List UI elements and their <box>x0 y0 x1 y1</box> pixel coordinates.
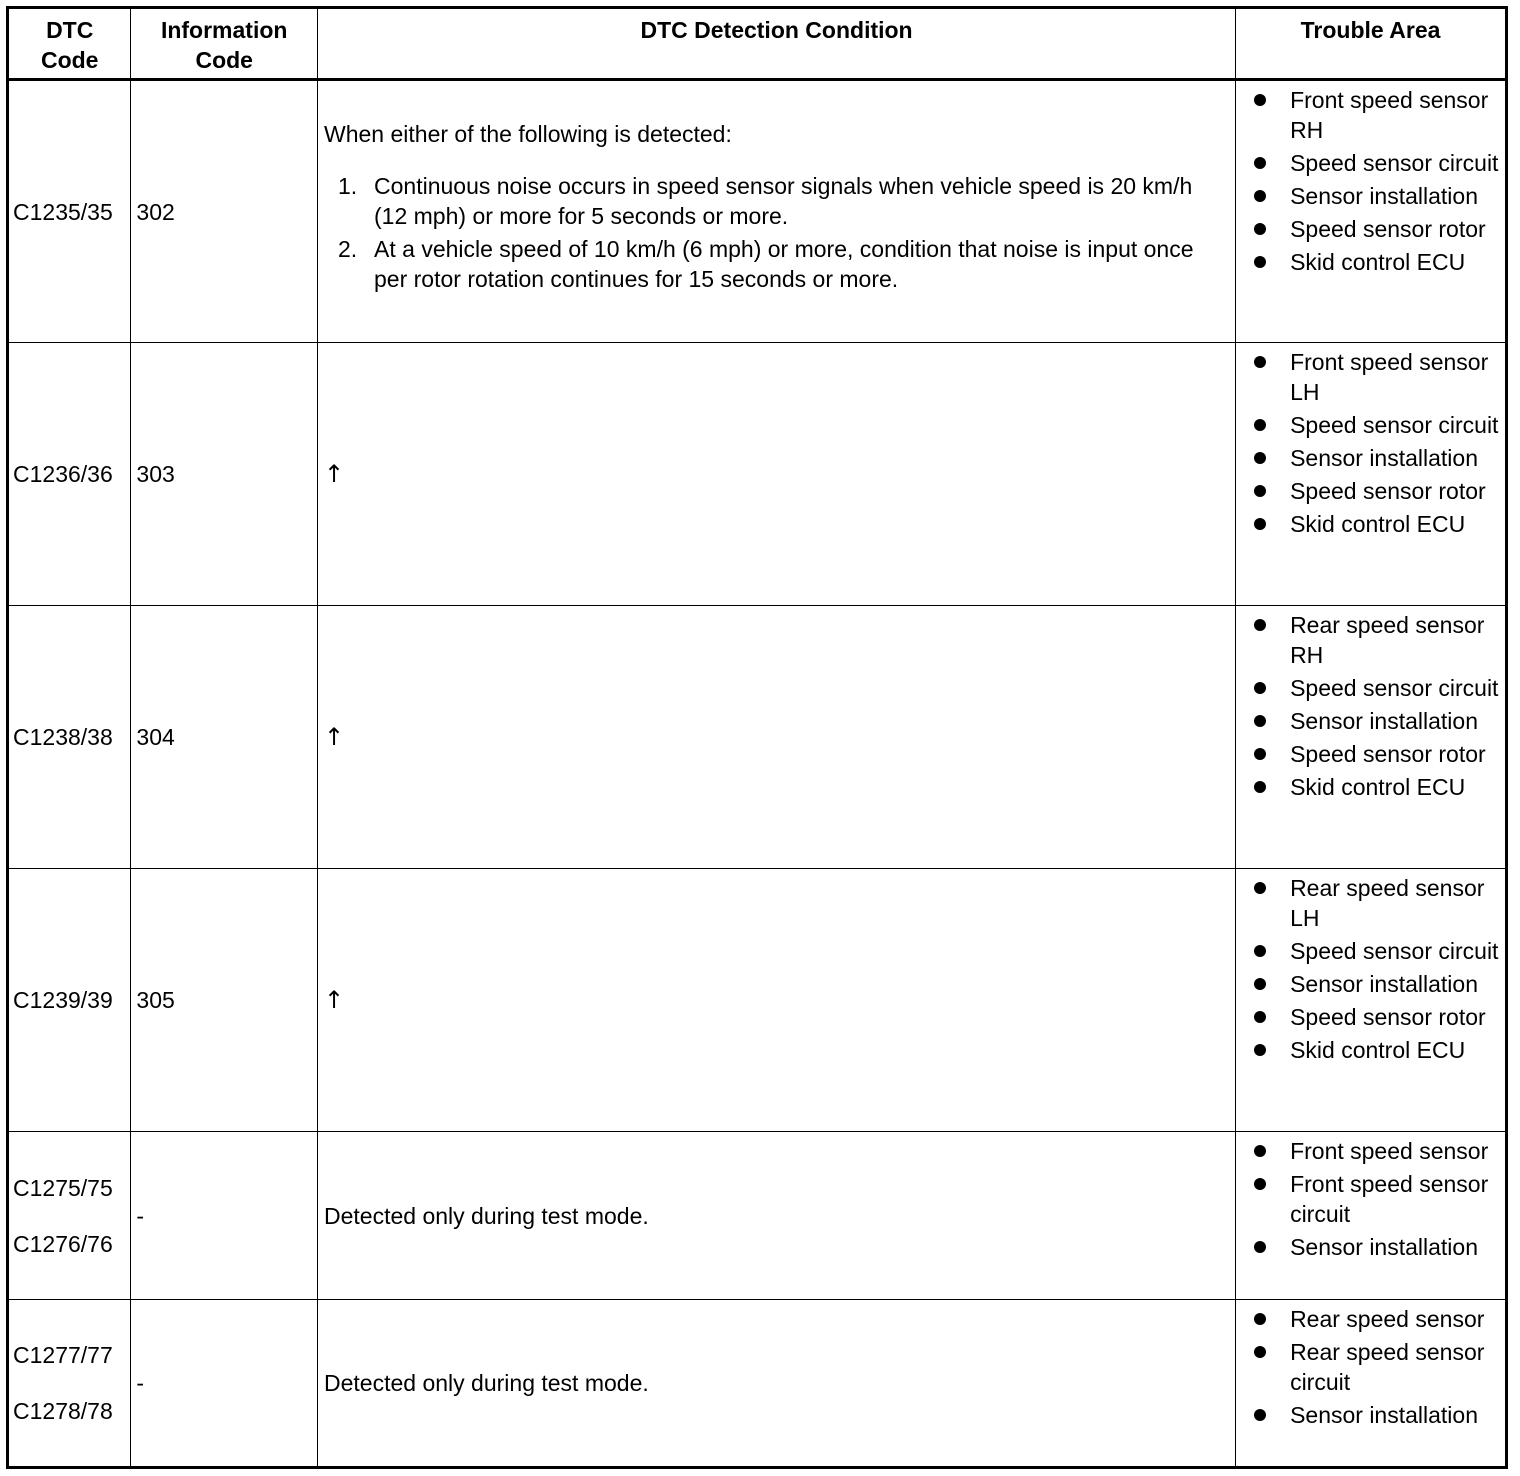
header-dtc-line2: Code <box>40 47 99 73</box>
dtc-code-cell <box>8 343 131 606</box>
trouble-area-item <box>1254 1002 1501 1032</box>
condition-list <box>324 171 1225 294</box>
trouble-area-text: Sensor installation <box>1290 1234 1479 1260</box>
trouble-area-text: Sensor installation <box>1290 971 1479 997</box>
condition-item-text: Continuous noise occurs in speed sensor signals when vehicle speed is 20 km/h (12 mph) or more for 5 seconds or more. <box>374 172 1193 229</box>
trouble-area-item <box>1254 772 1501 802</box>
dtc-code: C1278/78 <box>13 1398 113 1424</box>
trouble-area-item <box>1254 443 1501 473</box>
header-detection-condition: DTC Detection Condition <box>318 8 1236 80</box>
trouble-area-text: Rear speed sensor <box>1290 1306 1485 1332</box>
bullet-icon <box>1254 748 1266 760</box>
table-header-row <box>8 8 1507 80</box>
bullet-icon <box>1254 945 1266 957</box>
dtc-table <box>6 6 1508 1469</box>
trouble-area-item <box>1254 1232 1501 1262</box>
dtc-code: C1277/77 <box>13 1342 113 1368</box>
trouble-area-cell <box>1236 1300 1507 1468</box>
trouble-area-item <box>1254 969 1501 999</box>
bullet-icon <box>1254 1241 1266 1253</box>
trouble-area-text: Speed sensor rotor <box>1290 216 1486 242</box>
trouble-area-item <box>1254 247 1501 277</box>
trouble-area-text: Speed sensor circuit <box>1290 150 1499 176</box>
bullet-icon <box>1254 978 1266 990</box>
dtc-code: C1235/35 <box>13 198 113 225</box>
bullet-icon <box>1254 452 1266 464</box>
bullet-icon <box>1254 1313 1266 1325</box>
header-trouble-area: Trouble Area <box>1236 8 1507 80</box>
trouble-area-text: Speed sensor circuit <box>1290 938 1499 964</box>
trouble-area-item <box>1254 214 1501 244</box>
trouble-area-text: Front speed sensor LH <box>1290 349 1489 405</box>
trouble-area-text: Front speed sensor <box>1290 1138 1489 1164</box>
trouble-area-item <box>1254 1400 1501 1430</box>
table-row <box>8 343 1507 606</box>
bullet-icon <box>1254 1011 1266 1023</box>
trouble-area-list <box>1254 347 1501 539</box>
table-row <box>8 80 1507 343</box>
detection-condition-cell <box>318 80 1236 343</box>
trouble-area-list <box>1254 610 1501 802</box>
trouble-area-item <box>1254 1169 1501 1229</box>
information-code-cell: 304 <box>131 606 318 869</box>
same-as-above-arrow-icon: ↑ <box>324 723 345 751</box>
header-dtc-code <box>8 8 131 80</box>
information-code-cell: 302 <box>131 80 318 343</box>
information-code-cell: - <box>131 1132 318 1300</box>
trouble-area-list <box>1254 85 1501 277</box>
bullet-icon <box>1254 256 1266 268</box>
trouble-area-text: Skid control ECU <box>1290 511 1466 537</box>
bullet-icon <box>1254 882 1266 894</box>
bullet-icon <box>1254 94 1266 106</box>
trouble-area-text: Speed sensor rotor <box>1290 741 1486 767</box>
trouble-area-item <box>1254 936 1501 966</box>
bullet-icon <box>1254 485 1266 497</box>
information-code-cell: - <box>131 1300 318 1468</box>
bullet-icon <box>1254 1178 1266 1190</box>
trouble-area-item <box>1254 1337 1501 1397</box>
bullet-icon <box>1254 1044 1266 1056</box>
trouble-area-text: Front speed sensor RH <box>1290 87 1489 143</box>
trouble-area-list <box>1254 1136 1501 1262</box>
trouble-area-text: Speed sensor circuit <box>1290 675 1499 701</box>
table-row <box>8 869 1507 1132</box>
bullet-icon <box>1254 157 1266 169</box>
header-dtc-line1: DTC <box>46 17 94 43</box>
same-as-above-arrow-icon: ↑ <box>324 460 345 488</box>
trouble-area-item <box>1254 706 1501 736</box>
trouble-area-item <box>1254 1035 1501 1065</box>
table-row <box>8 1132 1507 1300</box>
condition-item-number: 2. <box>338 235 358 262</box>
bullet-icon <box>1254 518 1266 530</box>
trouble-area-item <box>1254 347 1501 407</box>
detection-condition-cell <box>318 606 1236 869</box>
trouble-area-item <box>1254 1136 1501 1166</box>
trouble-area-text: Skid control ECU <box>1290 774 1466 800</box>
condition-item-number: 1. <box>338 172 358 199</box>
trouble-area-item <box>1254 673 1501 703</box>
trouble-area-text: Rear speed sensor circuit <box>1290 1339 1485 1395</box>
trouble-area-text: Rear speed sensor LH <box>1290 875 1485 931</box>
bullet-icon <box>1254 419 1266 431</box>
trouble-area-item <box>1254 509 1501 539</box>
header-information-code <box>131 8 318 80</box>
trouble-area-list <box>1254 873 1501 1065</box>
header-info-line2: Code <box>195 47 253 73</box>
bullet-icon <box>1254 190 1266 202</box>
trouble-area-text: Speed sensor rotor <box>1290 478 1486 504</box>
bullet-icon <box>1254 619 1266 631</box>
table-row <box>8 1300 1507 1468</box>
trouble-area-cell <box>1236 606 1507 869</box>
dtc-code-cell <box>8 606 131 869</box>
trouble-area-text: Rear speed sensor RH <box>1290 612 1485 668</box>
trouble-area-text: Speed sensor rotor <box>1290 1004 1486 1030</box>
trouble-area-cell <box>1236 343 1507 606</box>
dtc-code-cell <box>8 1132 131 1300</box>
condition-item-text: At a vehicle speed of 10 km/h (6 mph) or more, condition that noise is input once per rotor rotation continues for 15 seconds or more. <box>374 235 1194 292</box>
trouble-area-item <box>1254 739 1501 769</box>
trouble-area-item <box>1254 85 1501 145</box>
trouble-area-item <box>1254 1304 1501 1334</box>
bullet-icon <box>1254 1145 1266 1157</box>
bullet-icon <box>1254 781 1266 793</box>
trouble-area-item <box>1254 410 1501 440</box>
trouble-area-item <box>1254 610 1501 670</box>
bullet-icon <box>1254 1346 1266 1358</box>
bullet-icon <box>1254 715 1266 727</box>
dtc-code: C1275/75 <box>13 1174 113 1201</box>
trouble-area-text: Front speed sensor circuit <box>1290 1171 1489 1227</box>
dtc-code: C1238/38 <box>13 724 113 750</box>
trouble-area-text: Sensor installation <box>1290 183 1479 209</box>
trouble-area-text: Sensor installation <box>1290 445 1479 471</box>
detection-condition-cell <box>318 343 1236 606</box>
dtc-code-cell <box>8 869 131 1132</box>
header-info-line1: Information <box>160 17 288 43</box>
trouble-area-text: Sensor installation <box>1290 1402 1479 1428</box>
trouble-area-text: Speed sensor circuit <box>1290 412 1499 438</box>
detection-condition-cell: Detected only during test mode. <box>318 1132 1236 1300</box>
trouble-area-item <box>1254 148 1501 178</box>
dtc-code-cell <box>8 1300 131 1468</box>
dtc-code: C1236/36 <box>13 461 113 487</box>
trouble-area-cell <box>1236 1132 1507 1300</box>
information-code-cell: 303 <box>131 343 318 606</box>
trouble-area-text: Sensor installation <box>1290 708 1479 734</box>
bullet-icon <box>1254 223 1266 235</box>
same-as-above-arrow-icon: ↑ <box>324 986 345 1014</box>
detection-condition-cell: Detected only during test mode. <box>318 1300 1236 1468</box>
bullet-icon <box>1254 356 1266 368</box>
trouble-area-cell <box>1236 869 1507 1132</box>
trouble-area-cell <box>1236 80 1507 343</box>
bullet-icon <box>1254 1409 1266 1421</box>
detection-condition-cell <box>318 869 1236 1132</box>
dtc-code-cell <box>8 80 131 343</box>
trouble-area-text: Skid control ECU <box>1290 1037 1466 1063</box>
condition-item <box>324 234 1225 294</box>
trouble-area-list <box>1254 1304 1501 1430</box>
information-code-cell: 305 <box>131 869 318 1132</box>
condition-intro: When either of the following is detected: <box>324 120 732 147</box>
dtc-code: C1276/76 <box>13 1230 113 1257</box>
table-row <box>8 606 1507 869</box>
condition-item <box>324 171 1225 231</box>
trouble-area-item <box>1254 873 1501 933</box>
trouble-area-text: Skid control ECU <box>1290 249 1466 275</box>
bullet-icon <box>1254 682 1266 694</box>
trouble-area-item <box>1254 476 1501 506</box>
dtc-code: C1239/39 <box>13 987 113 1013</box>
trouble-area-item <box>1254 181 1501 211</box>
